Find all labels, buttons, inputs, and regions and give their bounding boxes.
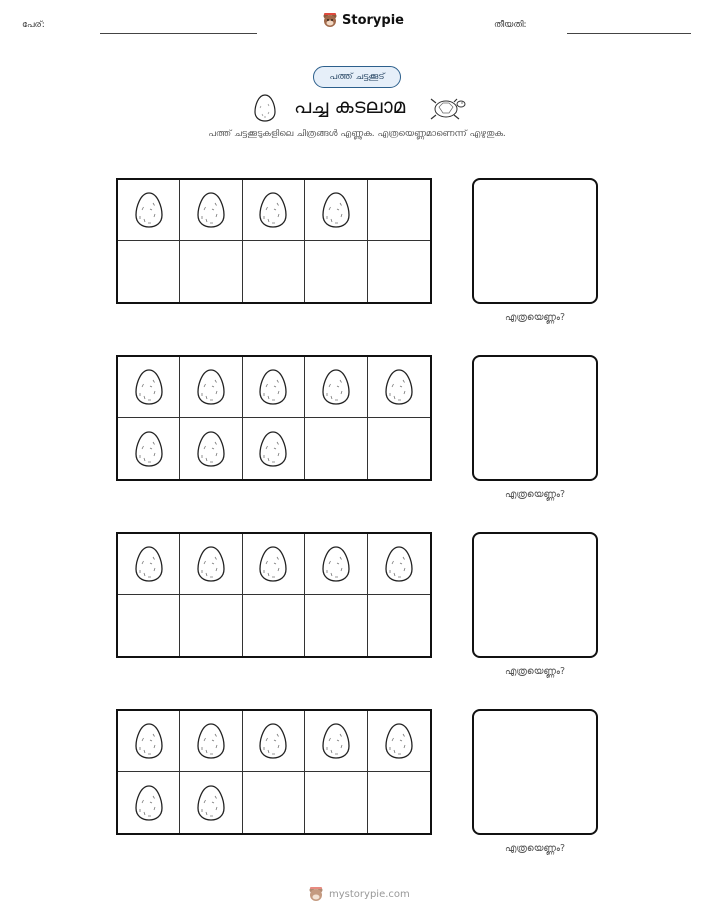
egg-icon <box>257 429 289 469</box>
egg-icon <box>195 367 227 407</box>
egg-icon <box>195 190 227 230</box>
frame-cell <box>243 534 305 595</box>
date-label: തീയതി: <box>494 20 527 30</box>
frame-cell <box>118 357 180 418</box>
egg-icon <box>320 190 352 230</box>
frame-cell <box>180 241 242 302</box>
frame-cell <box>243 595 305 656</box>
turtle-icon <box>430 94 466 122</box>
ten-frame <box>116 532 432 658</box>
frame-cell <box>118 241 180 302</box>
frame-cell <box>243 711 305 772</box>
egg-icon <box>257 190 289 230</box>
brand-name: Storypie <box>342 12 404 28</box>
egg-icon <box>133 544 165 584</box>
frame-cell <box>180 534 242 595</box>
egg-icon <box>383 544 415 584</box>
egg-icon <box>195 429 227 469</box>
footer-url[interactable]: mystorypie.com <box>329 888 410 900</box>
egg-icon <box>195 783 227 823</box>
frame-cell <box>305 711 367 772</box>
frame-cell <box>243 357 305 418</box>
egg-icon <box>133 721 165 761</box>
frame-cell <box>368 534 430 595</box>
frame-cell <box>368 241 430 302</box>
topic-badge: പത്ത് ചട്ടക്കൂട് <box>313 66 401 88</box>
egg-icon <box>133 367 165 407</box>
frame-cell <box>180 180 242 241</box>
frame-cell <box>305 357 367 418</box>
frame-cell <box>368 357 430 418</box>
frame-cell <box>180 357 242 418</box>
egg-icon <box>195 721 227 761</box>
frame-cell <box>368 418 430 479</box>
answer-box[interactable] <box>472 178 598 304</box>
egg-icon <box>257 367 289 407</box>
egg-icon <box>133 429 165 469</box>
instructions: പത്ത് ചട്ടക്കൂടുകളിലെ ചിത്രങ്ങൾ എണ്ണുക. എത്രയെണ്ണമാണെന്ന് എഴുതുക. <box>208 129 506 139</box>
date-line[interactable] <box>567 33 691 34</box>
frame-cell <box>243 241 305 302</box>
egg-icon <box>257 544 289 584</box>
how-many-prompt: എത്രയെണ്ണം? <box>504 666 566 677</box>
title-row <box>250 92 470 124</box>
frame-cell <box>368 711 430 772</box>
frame-cell <box>305 418 367 479</box>
how-many-prompt: എത്രയെണ്ണം? <box>504 489 566 500</box>
brand <box>322 12 404 28</box>
storypie-logo-icon <box>308 886 324 902</box>
storypie-logo-icon <box>322 12 338 28</box>
egg-icon <box>195 544 227 584</box>
how-many-prompt: എത്രയെണ്ണം? <box>504 843 566 854</box>
egg-icon <box>383 367 415 407</box>
frame-cell <box>368 772 430 833</box>
frame-cell <box>368 180 430 241</box>
egg-icon <box>253 93 277 123</box>
egg-icon <box>320 544 352 584</box>
answer-box[interactable] <box>472 355 598 481</box>
frame-cell <box>243 418 305 479</box>
frame-cell <box>118 595 180 656</box>
ten-frame <box>116 355 432 481</box>
egg-icon <box>133 783 165 823</box>
frame-cell <box>305 772 367 833</box>
frame-cell <box>118 772 180 833</box>
egg-icon <box>320 721 352 761</box>
frame-cell <box>180 418 242 479</box>
frame-cell <box>180 772 242 833</box>
egg-icon <box>383 721 415 761</box>
frame-cell <box>180 595 242 656</box>
footer <box>308 886 410 902</box>
ten-frame <box>116 178 432 304</box>
frame-cell <box>368 595 430 656</box>
frame-cell <box>305 595 367 656</box>
frame-cell <box>243 772 305 833</box>
name-label: പേര്: <box>22 20 45 30</box>
frame-cell <box>305 534 367 595</box>
egg-icon <box>257 721 289 761</box>
frame-cell <box>118 418 180 479</box>
how-many-prompt: എത്രയെണ്ണം? <box>504 312 566 323</box>
frame-cell <box>118 711 180 772</box>
egg-icon <box>133 190 165 230</box>
answer-box[interactable] <box>472 532 598 658</box>
ten-frame <box>116 709 432 835</box>
frame-cell <box>305 241 367 302</box>
frame-cell <box>243 180 305 241</box>
egg-icon <box>320 367 352 407</box>
frame-cell <box>180 711 242 772</box>
frame-cell <box>305 180 367 241</box>
frame-cell <box>118 180 180 241</box>
name-line[interactable] <box>100 33 257 34</box>
answer-box[interactable] <box>472 709 598 835</box>
frame-cell <box>118 534 180 595</box>
page-title: പച്ച കടലാമ <box>294 94 406 118</box>
